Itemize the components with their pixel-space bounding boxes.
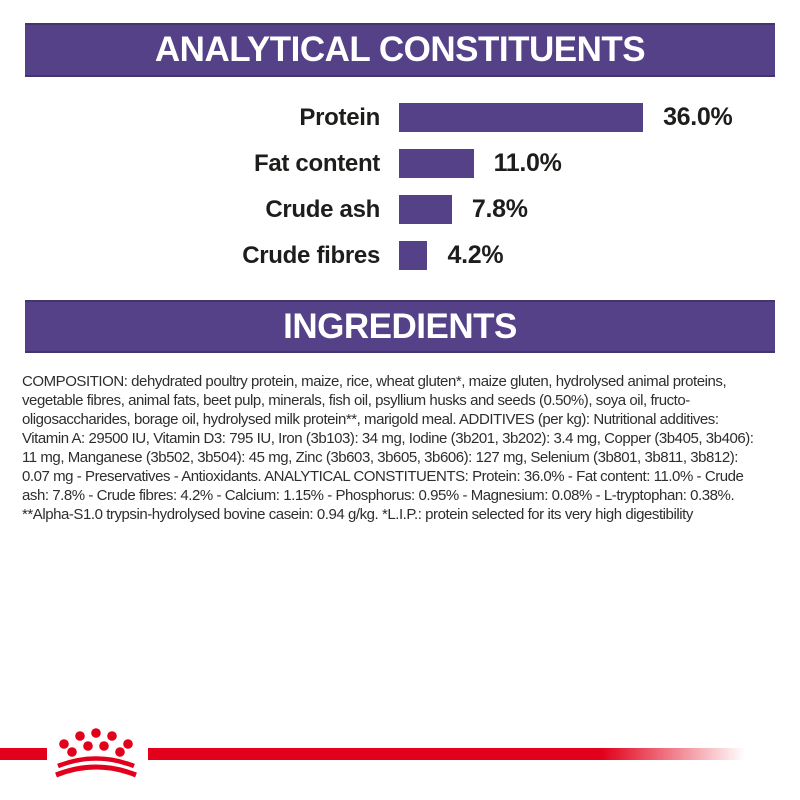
composition-text-line: 0.07 mg - Preservatives - Antioxidants. ANALYTICAL CONSTITUENTS: Protein: 36.0% - Fat content: 11.0% - Crude [22, 468, 744, 485]
composition-text-line: **Alpha-S1.0 trypsin-hydrolysed bovine casein: 0.94 g/kg. *L.I.P.: protein selected for its very high digestibility [22, 506, 693, 523]
chart-row [0, 241, 800, 270]
composition-text-line: 11 mg, Manganese (3b502, 3b504): 45 mg, Zinc (3b603, 3b605, 3b606): 127 mg, Selenium (3b801, 3b811, 3b812): [22, 449, 738, 466]
chart-category-label: Protein [299, 103, 380, 131]
chart-category-label: Fat content [253, 149, 380, 177]
composition-text-line: oligosaccharides, borage oil, hydrolysed milk protein**, marigold meal. ADDITIVES (per kg): Nutritional additives: [22, 411, 719, 428]
chart-value-label: 7.8% [471, 195, 528, 223]
composition-text-line: ash: 7.8% - Crude fibres: 4.2% - Calcium: 1.15% - Phosphorus: 0.95% - Magnesium: 0.08% - L-tryptophan: 0.38%. [22, 487, 735, 504]
chart-value-label: 4.2% [447, 241, 504, 269]
footer-red-rule-right [148, 748, 745, 760]
composition-text-block [22, 372, 782, 524]
chart-row [0, 195, 800, 224]
ingredients-title: INGREDIENTS [283, 306, 517, 346]
chart-bar [399, 103, 643, 132]
composition-text-line: vegetable fibres, animal fats, beet pulp, minerals, fish oil, psyllium husks and seeds (0.50%), soya oil, fructo- [22, 392, 690, 409]
ingredients-banner [25, 300, 775, 353]
chart-bar [399, 195, 452, 224]
analytical-constituents-title: ANALYTICAL CONSTITUENTS [154, 30, 646, 69]
composition-text-line: Vitamin A: 29500 IU, Vitamin D3: 795 IU, Iron (3b103): 34 mg, Iodine (3b201, 3b202): 3.4 mg, Copper (3b405, 3b406): [22, 430, 754, 447]
royal-canin-crown-logo [50, 724, 146, 780]
chart-category-label: Crude ash [265, 195, 380, 223]
footer-red-rule-left [0, 748, 47, 760]
chart-bar [399, 241, 427, 270]
chart-value-label: 11.0% [493, 149, 562, 177]
chart-category-label: Crude fibres [242, 241, 380, 269]
chart-bar [399, 149, 474, 178]
analytical-constituents-banner [25, 23, 775, 77]
analytical-bar-chart [0, 103, 800, 287]
chart-value-label: 36.0% [663, 103, 733, 131]
chart-row [0, 103, 800, 132]
chart-row [0, 149, 800, 178]
composition-text-line: COMPOSITION: dehydrated poultry protein, maize, rice, wheat gluten*, maize gluten, hydrolysed animal proteins, [22, 373, 727, 390]
